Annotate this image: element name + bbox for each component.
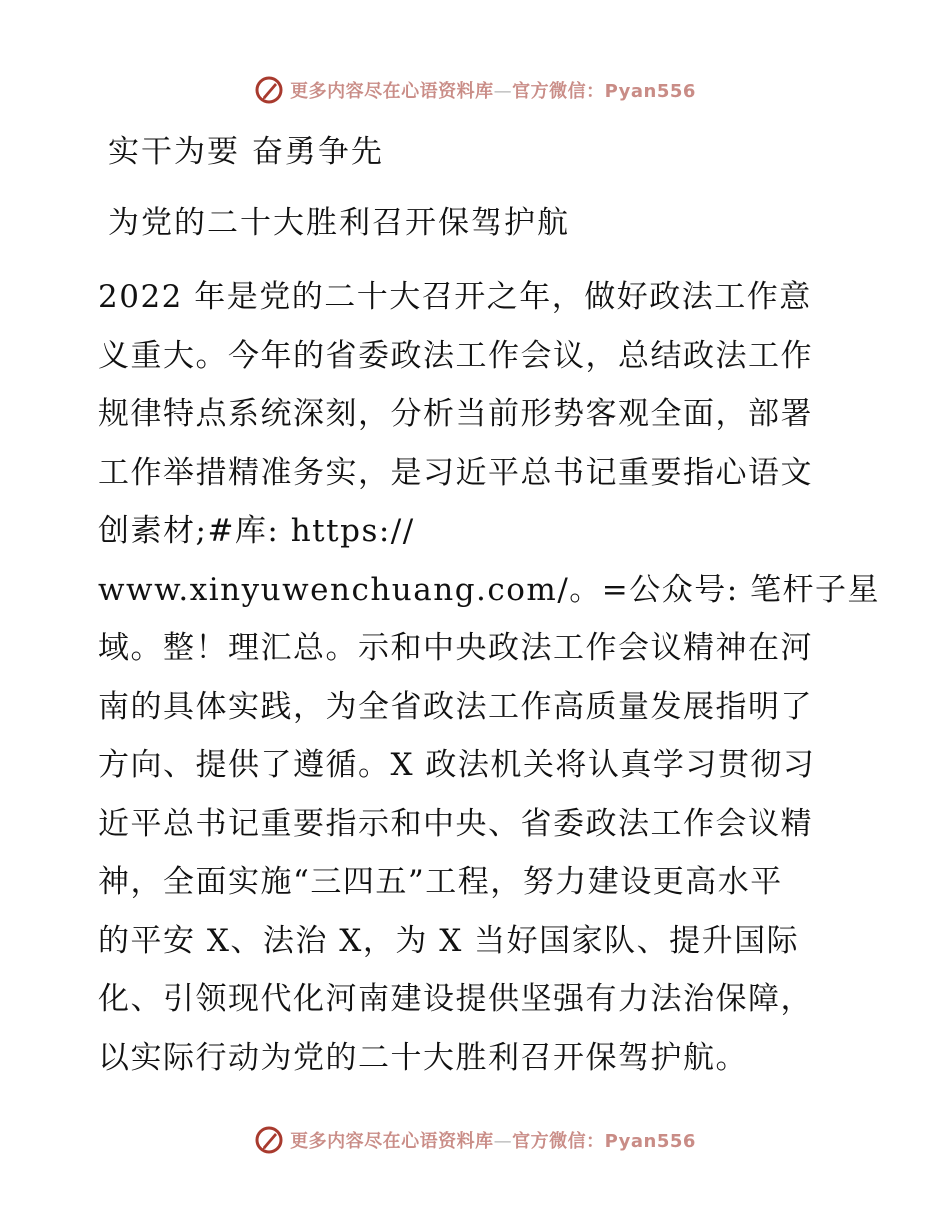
quill-pen-logo-icon (254, 75, 284, 105)
quill-pen-logo-icon (254, 1125, 284, 1155)
banner-contact-text: 官方微信：Pyan556 (512, 1131, 696, 1152)
body-line: 以实际行动为党的二十大胜利召开保驾护航。 (98, 1039, 748, 1076)
document-subtitle: 为党的二十大胜利召开保驾护航 (108, 205, 570, 241)
banner-separator: — (493, 81, 513, 102)
body-line: 2022 年是党的二十大召开之年，做好政法工作意 (98, 279, 812, 315)
document-title: 实干为要 奋勇争先 (108, 134, 384, 170)
footer-banner (0, 1120, 950, 1160)
banner-main-text: 更多内容尽在心语资料库 (290, 1131, 494, 1152)
body-line: 神，全面实施“三四五”工程，努力建设更高水平 (98, 864, 783, 900)
body-line: 工作举措精准务实，是习近平总书记重要指心语文 (98, 454, 813, 491)
header-banner (0, 70, 950, 110)
body-line: 规律特点系统深刻，分析当前形势客观全面，部署 (98, 396, 813, 432)
body-line: 域。整！理汇总。示和中央政法工作会议精神在河 (98, 630, 813, 666)
body-line: 的平安 X、法治 X，为 X 当好国家队、提升国际 (98, 922, 800, 959)
banner-main-text: 更多内容尽在心语资料库 (290, 81, 494, 102)
body-line: 南的具体实践，为全省政法工作高质量发展指明了 (98, 688, 813, 725)
banner-contact-text: 官方微信：Pyan556 (512, 81, 696, 102)
body-line: 方向、提供了遵循。X 政法机关将认真学习贯彻习 (98, 747, 816, 783)
body-line: 义重大。今年的省委政法工作会议，总结政法工作 (98, 337, 813, 374)
banner-text (290, 1127, 696, 1153)
body-line: 近平总书记重要指示和中央、省委政法工作会议精 (98, 805, 813, 842)
body-line: 化、引领现代化河南建设提供坚强有力法治保障， (98, 981, 813, 1017)
banner-separator: — (493, 1131, 513, 1152)
banner-text (290, 77, 696, 103)
document-body (98, 268, 881, 1087)
body-line-link: 创素材;#库: https:// (98, 513, 415, 549)
body-line-link: www.xinyuwenchuang.com/。=公众号: 笔杆子星 (98, 571, 881, 608)
